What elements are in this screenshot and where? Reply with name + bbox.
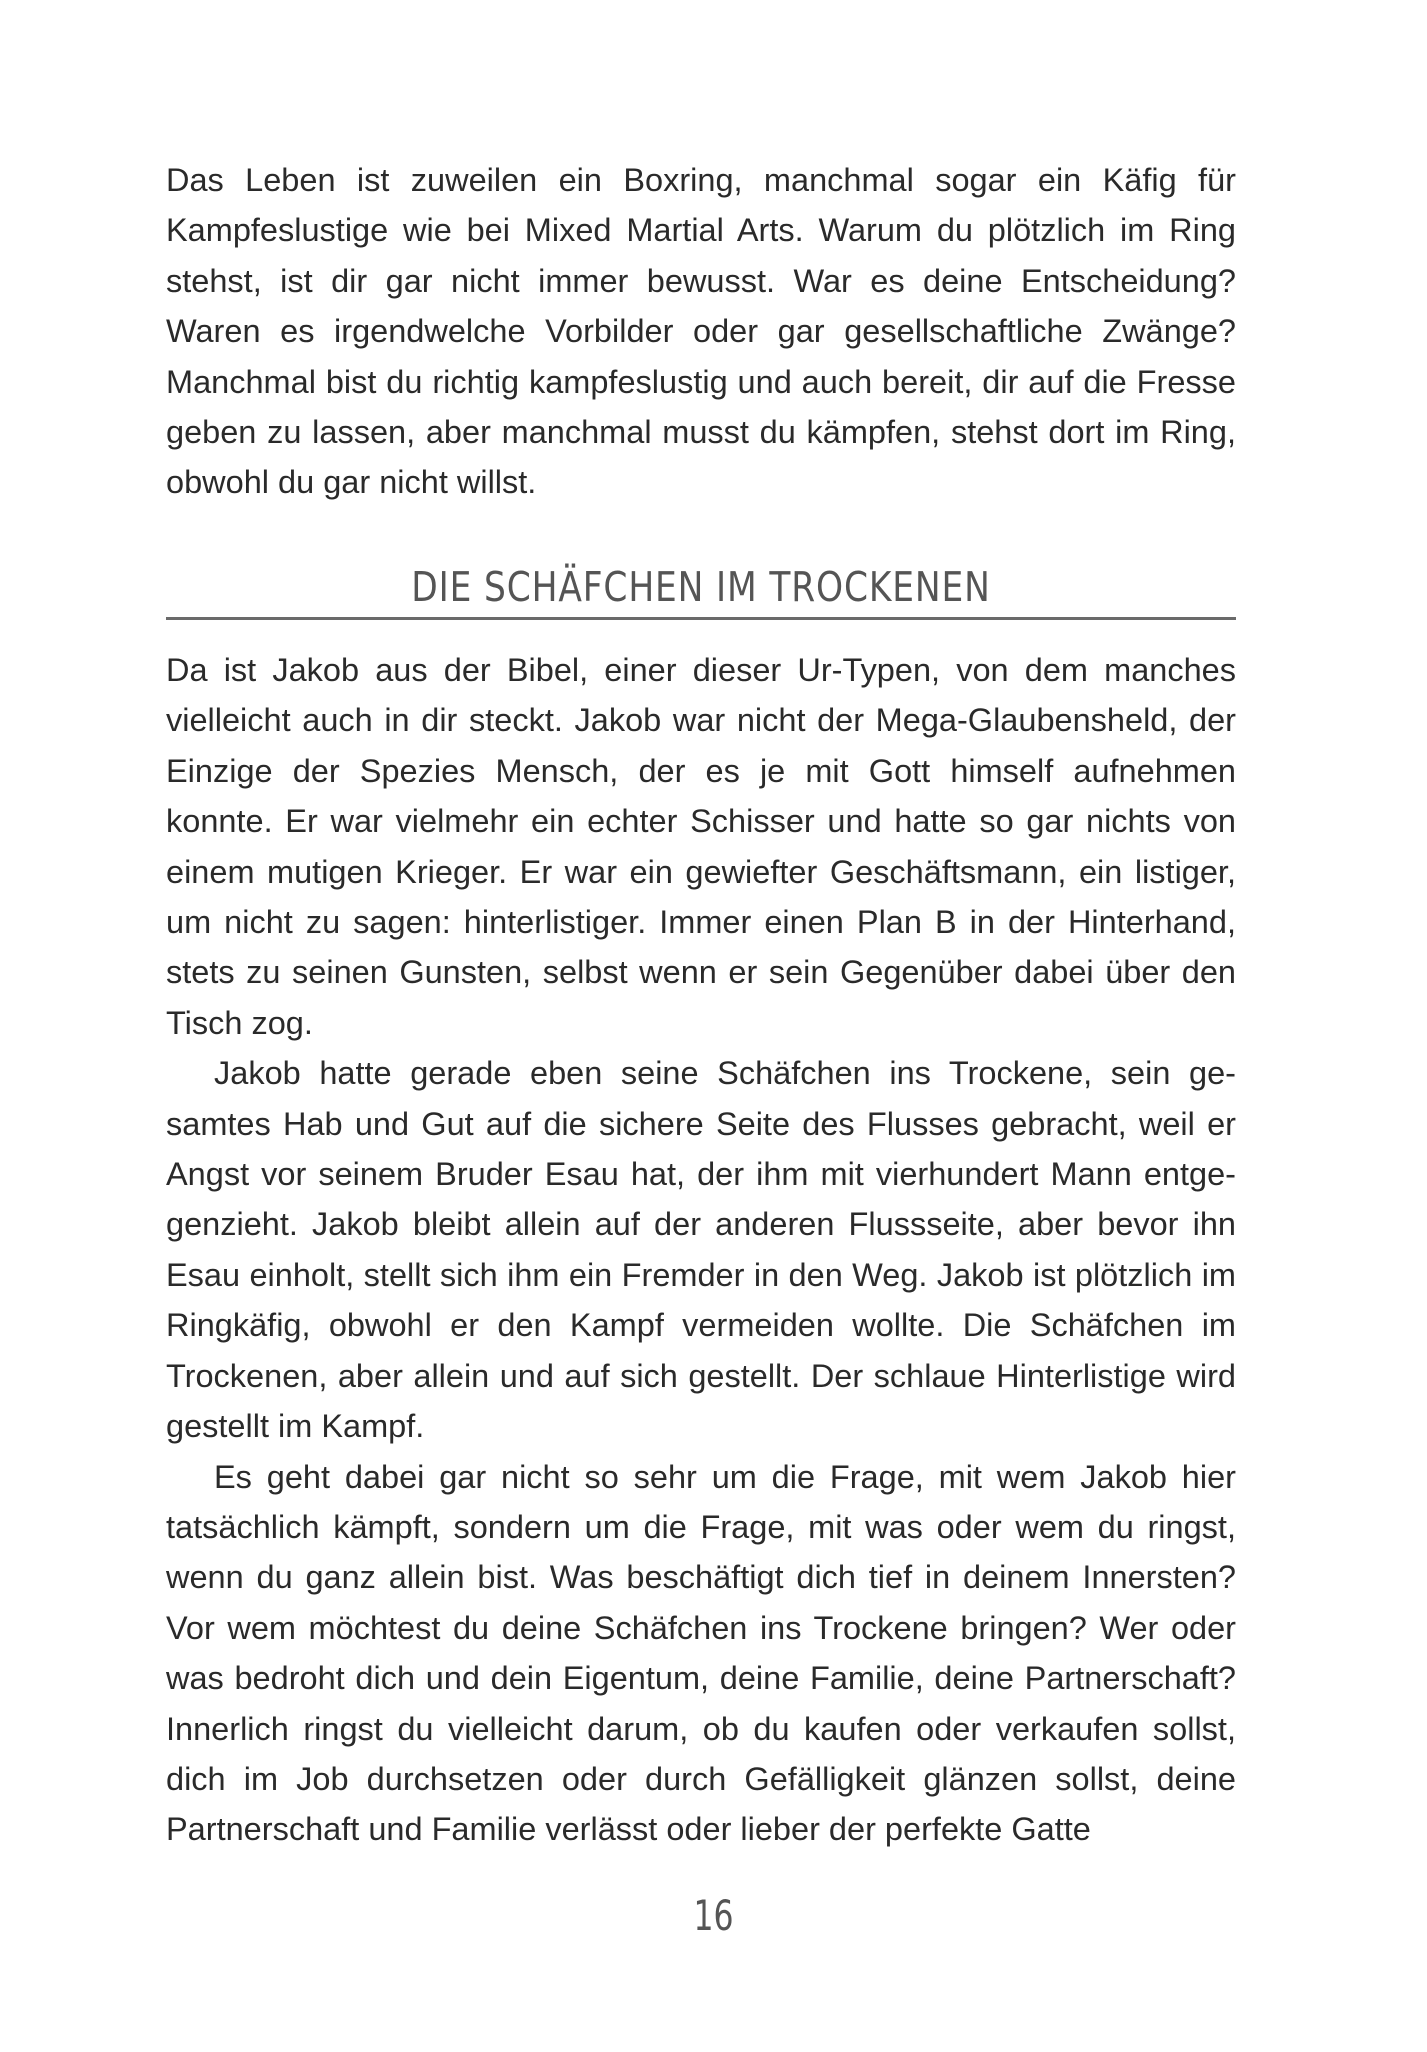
intro-paragraph: Das Leben ist zuweilen ein Boxring, manchmal sogar ein Käfig für Kampfeslustige wie bei Mixed Martial Arts. Warum du plötzlich im Ring stehst, ist dir gar nicht immer bewusst. War es deine Entscheidung? Waren es irgendwelche Vorbilder oder gar gesellschaftliche Zwänge? Manchmal bist du richtig kampfeslustig und auch bereit, dir auf die Fresse geben zu lassen, aber manchmal musst du kämpfen, stehst dort im Ring, obwohl du gar nicht willst. [166,162,1236,501]
section-heading: DIE SCHÄFCHEN IM TROCKENEN [411,563,991,611]
page-number: 16 [693,1891,734,1940]
section-body [166,645,1236,1855]
body-paragraph-1: Da ist Jakob aus der Bibel, einer dieser Ur-Typen, von dem manches vielleicht auch in dir steckt. Jakob war nicht der Mega-Glaubensheld, der Einzige der Spezies Mensch, der es je mit Gott himself aufnehmen konnte. Er war vielmehr ein echter Schisser und hatte so gar nichts von einem mutigen Krieger. Er war ein gewiefter Geschäftsmann, ein listiger, um nicht zu sagen: hinterlistiger. Immer einen Plan B in der Hinterhand, stets zu seinen Gunsten, selbst wenn er sein Gegenüber dabei über den Tisch zog. [166,652,1236,1041]
body-paragraph-3: Es geht dabei gar nicht so sehr um die Frage, mit wem Jakob hier tatsächlich kämpft, sondern um die Frage, mit was oder wem du ringst, wenn du ganz allein bist. Was beschäftigt dich tief in deinem Innersten? Vor wem möchtest du deine Schäfchen ins Trockene bringen? Wer oder was bedroht dich und dein Eigentum, deine Familie, deine Partnerschaft? Innerlich ringst du vielleicht darum, ob du kaufen oder verkaufen sollst, dich im Job durchsetzen oder durch Gefälligkeit glänzen sollst, deine Partnerschaft und Familie verlässt oder lieber der perfekte Gatte [166,1458,1236,1848]
body-paragraph-2: Jakob hatte gerade eben seine Schäfchen ins Trockene, sein gesamtes Hab und Gut auf die sichere Seite des Flusses gebracht, weil er Angst vor seinem Bruder Esau hat, der ihm mit vierhundert Mann entgegenzieht. Jakob bleibt allein auf der anderen Flussseite, aber bevor ihn Esau einholt, stellt sich ihm ein Fremder in den Weg. Jakob ist plötzlich im Ringkäfig, obwohl er den Kampf vermeiden wollte. Die Schäfchen im Trockenen, aber allein und auf sich gestellt. Der schlaue Hinterlistige wird gestellt im Kampf. [166,1055,1236,1445]
intro-text [166,155,1236,508]
heading-underline-rule [166,617,1236,620]
